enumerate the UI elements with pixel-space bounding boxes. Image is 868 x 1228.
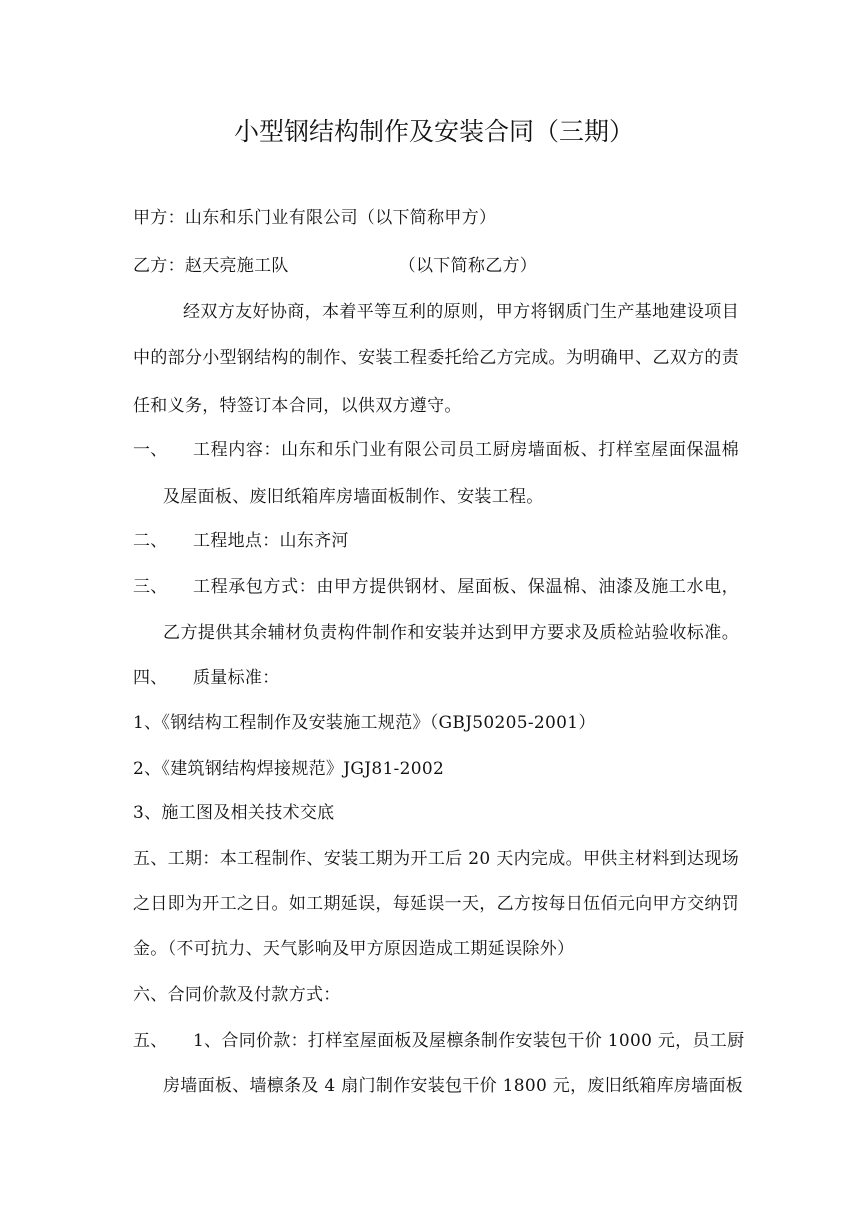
intro-line-2: 中的部分小型钢结构的制作、安装工程委托给乙方完成。为明确甲、乙双方的责 <box>133 348 739 368</box>
section-7-line-1: 1、合同价款：打样室屋面板及屋檩条制作安装包干价 1000 元，员工厨 <box>193 1031 745 1051</box>
section-5-line-1: 五、工期：本工程制作、安装工期为开工后 20 天内完成。甲供主材料到达现场 <box>133 849 739 869</box>
section-7-number: 五、 <box>133 1031 168 1051</box>
standard-2: 2、《建筑钢结构焊接规范》JGJ81-2002 <box>133 759 445 779</box>
section-6-heading: 六、合同价款及付款方式： <box>133 985 341 1005</box>
section-3-number: 三、 <box>133 577 168 597</box>
standard-1: 1、《钢结构工程制作及安装施工规范》（GBJ50205-2001） <box>133 713 596 733</box>
party-b-note: （以下简称乙方） <box>398 256 538 276</box>
party-b-line <box>133 252 537 280</box>
party-a-line: 甲方：山东和乐门业有限公司（以下简称甲方） <box>133 208 497 228</box>
section-3-line-2: 乙方提供其余辅材负责构件制作和安装并达到甲方要求及质检站验收标准。 <box>163 623 739 643</box>
section-2-number: 二、 <box>133 531 168 551</box>
contract-title: 小型钢结构制作及安装合同（三期） <box>233 117 634 146</box>
section-4-line-1: 质量标准： <box>193 668 280 688</box>
section-7-line-2: 房墙面板、墙檩条及 4 扇门制作安装包干价 1800 元，废旧纸箱库房墙面板 <box>163 1076 744 1096</box>
standard-3: 3、施工图及相关技术交底 <box>133 803 335 823</box>
section-1-line-1: 工程内容：山东和乐门业有限公司员工厨房墙面板、打样室屋面保温棉 <box>193 440 739 460</box>
section-5-line-2: 之日即为开工之日。如工期延误，每延误一天，乙方按每日伍佰元向甲方交纳罚 <box>133 894 739 914</box>
section-1-number: 一、 <box>133 440 168 460</box>
intro-line-3: 任和义务，特签订本合同，以供双方遵守。 <box>133 396 462 416</box>
section-2-line-1: 工程地点：山东齐河 <box>193 531 349 551</box>
section-4-number: 四、 <box>133 668 168 688</box>
section-5-line-3: 金。（不可抗力、天气影响及甲方原因造成工期延误除外） <box>133 939 575 959</box>
section-1-line-2: 及屋面板、废旧纸箱库房墙面板制作、安装工程。 <box>163 487 544 507</box>
party-b-name: 乙方：赵天亮施工队 <box>133 256 289 276</box>
intro-line-1: 经双方友好协商，本着平等互利的原则，甲方将钢质门生产基地建设项目 <box>183 302 739 322</box>
section-3-line-1: 工程承包方式：由甲方提供钢材、屋面板、保温棉、油漆及施工水电， <box>193 577 739 597</box>
